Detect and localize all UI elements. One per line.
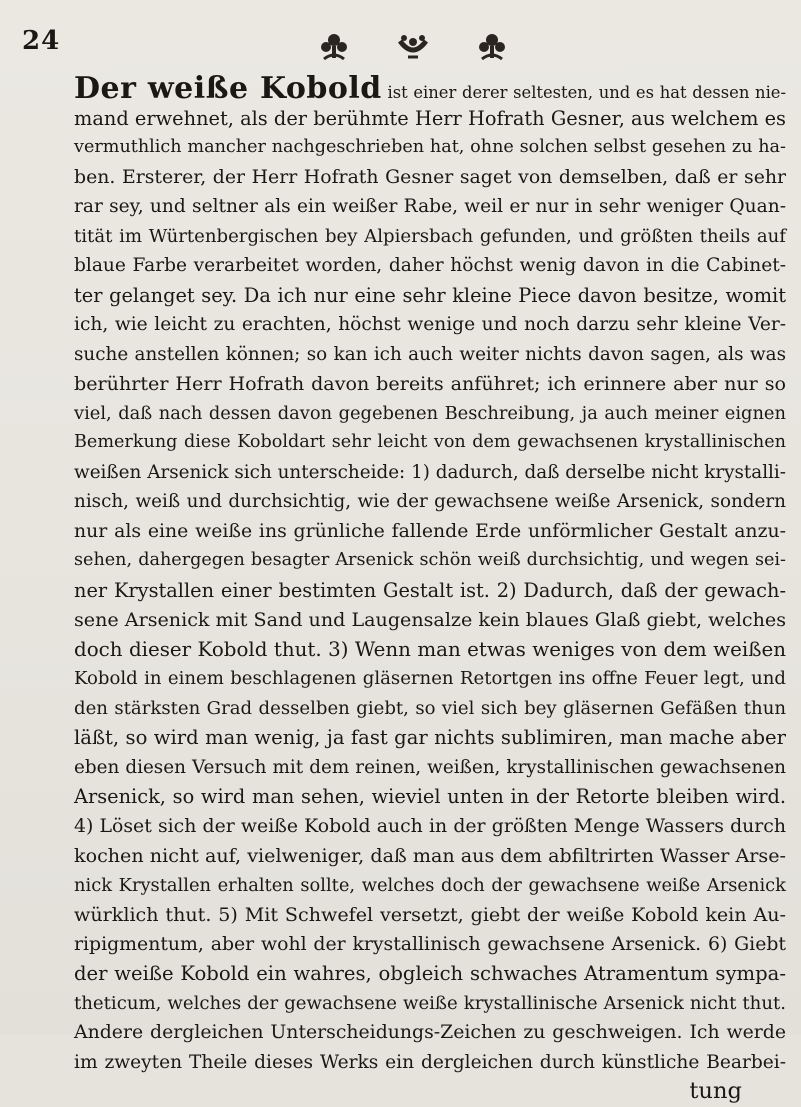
- text-line: doch dieser Kobold thut. 3) Wenn man etwas weniges von dem weißen: [74, 637, 786, 661]
- text-line: würklich thut. 5) Mit Schwefel versetzt, giebt der weiße Kobold kein Au-: [74, 903, 786, 926]
- text-line: ter gelanget sey. Da ich nur eine sehr kleine Piece davon besitze, womit: [74, 283, 786, 307]
- body-text: [74, 71, 786, 1107]
- text-line: kochen nicht auf, vielweniger, daß man aus dem abfiltrirten Wasser Arse-: [74, 844, 786, 867]
- text-line: Kobold in einem beschlagenen gläsernen Retortgen ins offne Feuer legt, und: [74, 668, 786, 689]
- text-line: nisch, weiß und durchsichtig, wie der gewachsene weiße Arsenick, sondern: [74, 491, 786, 512]
- text-line: viel, daß nach dessen davon gegebenen Beschreibung, ja auch meiner eignen: [74, 402, 786, 424]
- text-line: sene Arsenick mit Sand und Laugensalze kein blaues Glaß giebt, welches: [74, 608, 786, 631]
- catchword: tung: [689, 1078, 742, 1104]
- text-line-content: ist einer derer seltesten, und es hat dessen nie-: [381, 83, 786, 102]
- text-line: Bemerkung diese Koboldart sehr leicht von dem gewachsenen krystallinischen: [74, 432, 786, 452]
- text-line: der weiße Kobold ein wahres, obgleich schwaches Atramentum sympa-: [74, 962, 786, 985]
- text-line: im zweyten Theile dieses Werks ein dergleichen durch künstliche Bearbei-: [74, 1051, 786, 1073]
- text-line: ner Krystallen einer bestimten Gestalt ist. 2) Dadurch, daß der gewach-: [74, 578, 786, 602]
- page-number: 24: [22, 26, 61, 56]
- section-heading: Der weiße Kobold: [74, 71, 382, 106]
- text-line: [74, 71, 786, 106]
- text-line: nick Krystallen erhalten sollte, welches doch der gewachsene weiße Arsenick: [74, 874, 786, 896]
- text-line: vermuthlich mancher nachgeschrieben hat, ohne solchen selbst gesehen zu ha-: [74, 137, 786, 157]
- flower-ornament-icon: [320, 33, 348, 63]
- text-line: suche anstellen können; so kan ich auch weiter nichts davon sagen, als was: [74, 343, 786, 365]
- wreath-ornament-icon: [396, 33, 430, 63]
- ornament-row: [320, 30, 506, 66]
- text-line: weißen Arsenick sich unterscheide: 1) dadurch, daß derselbe nicht krystalli-: [74, 461, 786, 483]
- text-line: tität im Würtenbergischen bey Alpiersbach gefunden, und größten theils auf: [74, 225, 786, 247]
- text-line: theticum, welches der gewachsene weiße krystallinische Arsenick nicht thut.: [74, 992, 786, 1014]
- flower-ornament-icon: [478, 33, 506, 63]
- text-line: den stärksten Grad desselben giebt, so viel sich bey gläsernen Gefäßen thun: [74, 697, 786, 719]
- text-line: läßt, so wird man wenig, ja fast gar nichts sublimiren, man mache aber: [74, 726, 786, 749]
- text-line: eben diesen Versuch mit dem reinen, weißen, krystallinischen gewachsenen: [74, 756, 786, 778]
- text-line: Arsenick, so wird man sehen, wieviel unten in der Retorte bleiben wird.: [74, 785, 786, 808]
- text-line: berührter Herr Hofrath davon bereits anführet; ich erinnere aber nur so: [74, 372, 786, 395]
- text-line: blaue Farbe verarbeitet worden, daher höchst wenig davon in die Cabinet-: [74, 255, 786, 276]
- text-line: rar sey, und seltner als ein weißer Rabe, weil er nur in sehr weniger Quan-: [74, 196, 786, 217]
- text-line: nur als eine weiße ins grünliche fallende Erde unförmlicher Gestalt anzu-: [74, 520, 786, 542]
- text-line: 4) Löset sich der weiße Kobold auch in der größten Menge Wassers durch: [74, 815, 786, 837]
- text-line: sehen, dahergegen besagter Arsenick schön weiß durchsichtig, und wegen sei-: [74, 550, 786, 570]
- text-line: mand erwehnet, als der berühmte Herr Hofrath Gesner, aus welchem es: [74, 106, 786, 130]
- text-line: ripigmentum, aber wohl der krystallinisch gewachsene Arsenick. 6) Giebt: [74, 933, 786, 955]
- text-line: ben. Ersterer, der Herr Hofrath Gesner saget von demselben, daß er sehr: [74, 166, 786, 188]
- text-line: Andere dergleichen Unterscheidungs-Zeichen zu geschweigen. Ich werde: [74, 1022, 786, 1043]
- text-line: ich, wie leicht zu erachten, höchst wenige und noch darzu sehr kleine Ver-: [74, 314, 786, 335]
